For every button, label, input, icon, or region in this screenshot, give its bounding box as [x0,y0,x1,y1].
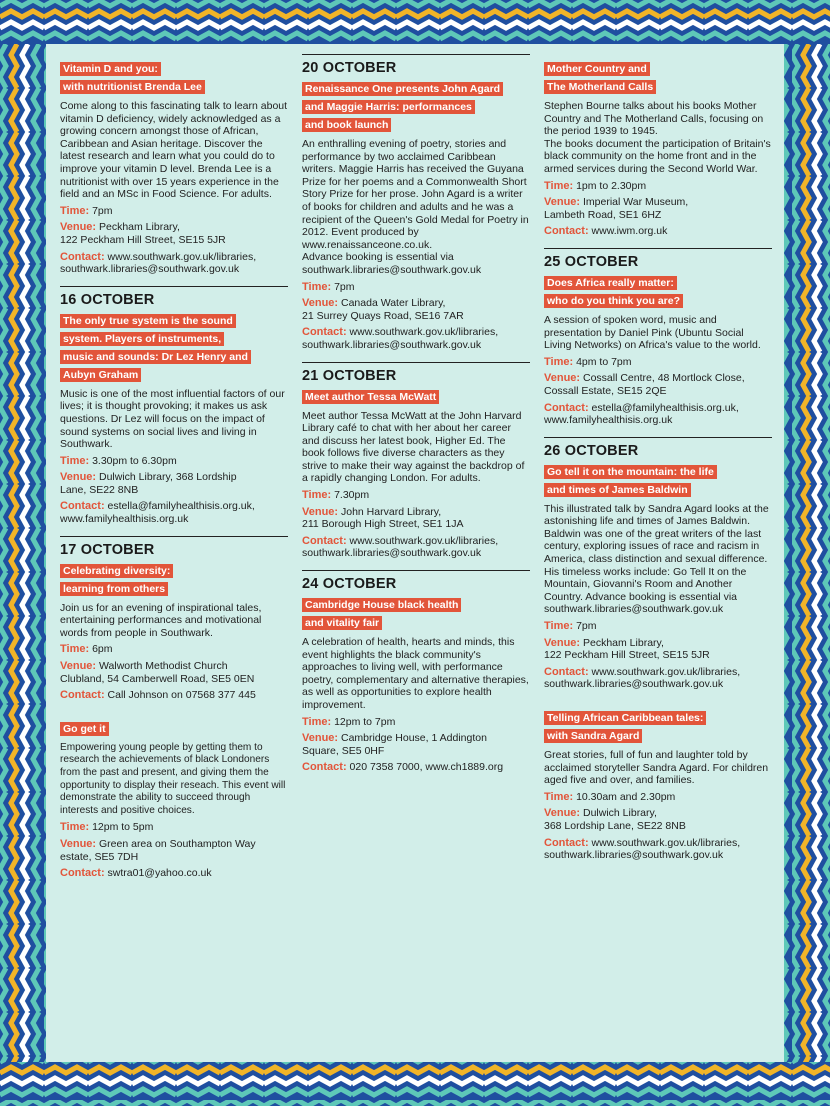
event-title: Does Africa really matter: who do you think you are? [544,274,772,310]
contact-email-link[interactable]: estella@familyhealthisis.org.uk, [107,500,255,513]
event-time: Time: 7pm [302,280,355,293]
event-description: Join us for an evening of inspirational tales, entertaining performances and motivational words from people in Southwark. [60,601,262,639]
event-vitamin-d [60,60,288,276]
date-heading: 24 OCTOBER [302,570,530,592]
contact-link[interactable]: www.southwark.gov.uk/libraries, [349,326,499,339]
event-title: Vitamin D and you: with nutritionist Brenda Lee [60,60,288,96]
contact-email-link[interactable]: southwark.libraries@southwark.gov.uk [302,547,482,560]
contact-link[interactable]: www.iwm.org.uk [591,225,668,238]
event-venue: Venue: John Harvard Library, 211 Borough High Street, SE1 1JA [302,505,464,531]
contact-link[interactable]: www.familyhealthisis.org.uk [60,513,189,526]
event-go-get-it [60,720,288,880]
event-james-baldwin [544,463,772,691]
event-venue: Venue: Imperial War Museum, Lambeth Road, SE1 6HZ [544,196,689,221]
event-time: Time: 10.30am and 2.30pm [544,790,676,803]
contact-email-link[interactable]: swtra01@yahoo.co.uk [107,867,212,880]
date-heading: 26 OCTOBER [544,437,772,459]
event-venue: Venue: Peckham Library, 122 Peckham Hill Street, SE15 5JR [60,221,226,246]
event-venue: Venue: Green area on Southampton Way estate, SE5 7DH [60,837,256,863]
event-sound-system [60,312,288,526]
event-title: Mother Country and The Motherland Calls [544,60,772,96]
event-description: An enthralling evening of poetry, stories and performance by two acclaimed Caribbean writers. Maggie Harris has received the Guyana Prize for her poems and a Commonwealth Short Story Prize for her prose. John Agard is a writer of books for children and adults and he was a recipient of the Queen's Gold Medal for Poetry in 2012. Event produced by www.renaissanceone.co.uk. Advance booking is essential via southwark.libraries@southwark.gov.uk [302,138,529,276]
event-title: Celebrating diversity: learning from others [60,562,288,598]
event-time: Time: 6pm [60,643,113,656]
event-title: Telling African Caribbean tales: with Sandra Agard [544,709,772,745]
event-does-africa-matter [544,274,772,427]
event-contact: Contact: www.southwark.gov.uk/libraries, southwark.libraries@southwark.gov.uk [302,534,499,560]
contact-link[interactable]: www.southwark.gov.uk/libraries, [349,534,499,547]
date-heading: 17 OCTOBER [60,536,288,558]
event-venue: Venue: Cossall Centre, 48 Mortlock Close, Cossall Estate, SE15 2QE [544,372,745,397]
date-heading: 25 OCTOBER [544,248,772,270]
event-contact: Contact: 020 7358 7000, www.ch1889.org [302,761,504,774]
column-2 [302,50,530,784]
column-3 [544,60,772,872]
event-venue: Venue: Cambridge House, 1 Addington Square, SE5 0HF [302,732,487,757]
event-description: Come along to this fascinating talk to learn about vitamin D deficiency, widely acknowledged as a growing concern amongst those of African, Caribbean and Asian heritage. Discover the latest research and learn what you could do to improve your vitamin D level. Brenda Lee is a nutritionist with over 15 years experience in the field and an MSc in Food Science. For adults. [60,100,288,201]
event-venue: Venue: Walworth Methodist Church Clubland, 54 Camberwell Road, SE5 0EN [60,660,255,685]
event-description: Meet author Tessa McWatt at the John Harvard Library café to chat with her about her career and discuss her latest book, Higher Ed. The book follows five diverse characters as they strive to make their way against the backdrop of a rapidly changing London. For adults. [302,409,525,485]
events-panel [46,44,784,1062]
event-contact: Contact: estella@familyhealthisis.org.uk, www.familyhealthisis.org.uk [60,500,255,526]
event-contact: Contact: www.southwark.gov.uk/libraries, southwark.libraries@southwark.gov.uk [544,836,741,862]
event-title: Go get it [60,720,288,738]
column-1 [60,60,288,890]
event-celebrating-diversity [60,562,288,702]
event-venue: Venue: Dulwich Library, 368 Lordship Lane, SE22 8NB [60,471,237,496]
event-venue: Venue: Peckham Library, 122 Peckham Hill Street, SE15 5JR [544,636,710,662]
contact-link[interactable]: www.southwark.gov.uk/libraries, [591,665,741,678]
contact-email-link[interactable]: southwark.libraries@southwark.gov.uk [544,849,724,862]
event-tessa-mcwatt [302,388,530,561]
event-description: A session of spoken word, music and presentation by Daniel Pink (Ubuntu Social Living Networks) on Africa's value to the world. [544,313,761,352]
event-title: The only true system is the sound system. Players of instruments, music and sounds: Dr Lez Henry and Aubyn Graham [60,312,288,384]
contact-email-link[interactable]: southwark.libraries@southwark.gov.uk [302,338,482,351]
date-heading: 20 OCTOBER [302,54,530,76]
event-title: Go tell it on the mountain: the life and times of James Baldwin [544,463,772,499]
contact-link[interactable]: www.southwark.gov.uk/libraries, [591,836,741,849]
date-heading: 21 OCTOBER [302,362,530,384]
event-african-caribbean-tales [544,709,772,862]
event-description: This illustrated talk by Sandra Agard looks at the astonishing life and times of James Baldwin. Baldwin was one of the great writers of the last century, exploring issues of race and racism in America, class distinction and sexual difference. His timeless works include: Go Tell It on the Mountain, Giovanni's Room and Another Country. Advance booking is essential via southwark.libraries@southwark.gov.uk [544,502,769,616]
event-time: Time: 7.30pm [302,489,370,502]
contact-link[interactable]: www.familyhealthisis.org.uk [544,414,673,427]
event-description: Empowering young people by getting them to research the achievements of black Londoners from the past and present, and giving them the opportunity to display their reseach. This event will demonstrate the ability to succeed through interests and positive choices. [60,741,286,816]
event-contact: Contact: Call Johnson on 07568 377 445 [60,689,256,702]
event-contact: Contact: www.southwark.gov.uk/libraries, southwark.libraries@southwark.gov.uk [544,665,741,691]
event-description: A celebration of health, hearts and minds, this event highlights the black community's approaches to living well, with performance poetry, complementary and alternative therapies, as well as opportunities to explore health improvement. [302,636,529,711]
event-contact: Contact: www.iwm.org.uk [544,225,668,238]
event-contact: Contact: www.southwark.gov.uk/libraries, southwark.libraries@southwark.gov.uk [302,326,499,351]
event-time: Time: 7pm [544,620,597,633]
event-time: Time: 12pm to 7pm [302,715,396,728]
event-title: Renaissance One presents John Agard and Maggie Harris: performances and book launch [302,80,530,134]
event-time: Time: 1pm to 2.30pm [544,179,647,192]
event-description: Great stories, full of fun and laughter told by acclaimed storyteller Sandra Agard. For children aged five and over, and families. [544,749,769,787]
contact-email-link[interactable]: southwark.libraries@southwark.gov.uk [544,678,724,691]
event-time: Time: 7pm [60,204,113,217]
event-description: Stephen Bourne talks about his books Mother Country and The Motherland Calls, focusing on the period 1939 to 1945. The books document the participation of Britain's black community on the home front and in the armed services during the Second World War. [544,100,771,175]
contact-link[interactable]: www.southwark.gov.uk/libraries, [107,250,257,263]
contact-email-link[interactable]: estella@familyhealthisis.org.uk, [591,401,739,414]
contact-email-link[interactable]: southwark.libraries@southwark.gov.uk [60,263,240,276]
event-contact: Contact: www.southwark.gov.uk/libraries, southwark.libraries@southwark.gov.uk [60,250,257,276]
event-renaissance-one [302,80,530,352]
event-title: Cambridge House black health and vitality fair [302,596,530,632]
event-cambridge-house [302,596,530,774]
event-title: Meet author Tessa McWatt [302,388,530,406]
event-description: Music is one of the most influential factors of our lives; it is thought provoking; it makes us ask questions. Dr Lez will focus on the impact of sound systems on social lives and living in Southwark. [60,387,285,451]
event-venue: Venue: Dulwich Library, 368 Lordship Lane, SE22 8NB [544,807,686,832]
event-time: Time: 3.30pm to 6.30pm [60,454,177,467]
event-time: Time: 4pm to 7pm [544,355,632,368]
date-heading: 16 OCTOBER [60,286,288,308]
event-time: Time: 12pm to 5pm [60,821,154,834]
event-contact: Contact: swtra01@yahoo.co.uk [60,867,212,880]
event-mother-country [544,60,772,238]
event-contact: Contact: estella@familyhealthisis.org.uk, www.familyhealthisis.org.uk [544,401,739,427]
event-venue: Venue: Canada Water Library, 21 Surrey Quays Road, SE16 7AR [302,297,464,322]
